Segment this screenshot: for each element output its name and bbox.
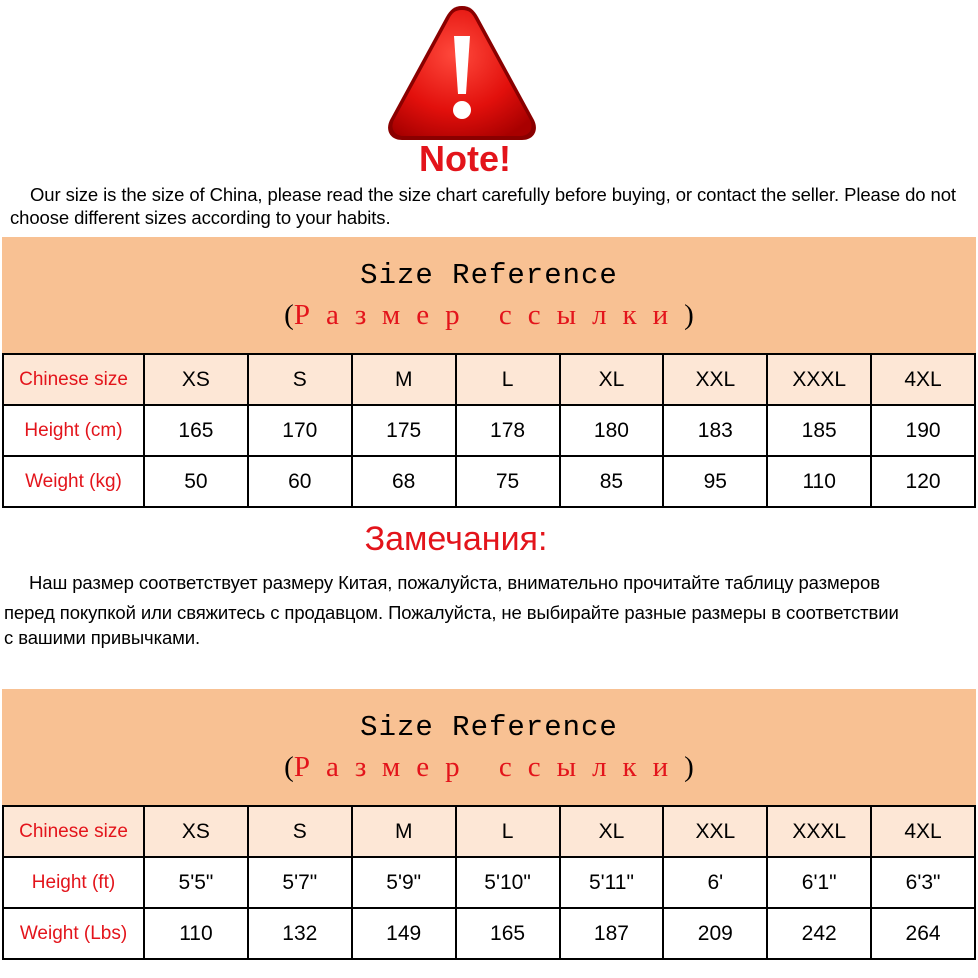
table-cell: 209 (663, 908, 767, 959)
table-row (3, 908, 975, 959)
table-cell: XS (144, 354, 248, 405)
table-cell: XXXL (767, 354, 871, 405)
table-cell: XXL (663, 806, 767, 857)
table-row (3, 456, 975, 507)
table-cell: 5'9" (352, 857, 456, 908)
remarks-text (4, 568, 976, 648)
table-cell: XL (560, 354, 664, 405)
table-cell: XXL (663, 354, 767, 405)
remarks-line: перед покупкой или свяжитесь с продавцом. Пожалуйста, не выбирайте разные размеры в соответствии (4, 602, 899, 623)
table-cell: 68 (352, 456, 456, 507)
size-reference-title: Size Reference (360, 259, 618, 292)
table-cell: Chinese size (3, 806, 144, 857)
table-cell: S (248, 806, 352, 857)
table-cell: 110 (767, 456, 871, 507)
size-reference-banner-2 (2, 689, 976, 805)
table-cell: XXXL (767, 806, 871, 857)
table-header-row (3, 806, 975, 857)
note-title: Note! (419, 138, 511, 179)
table-cell: 5'11" (560, 857, 664, 908)
table-cell: XS (144, 806, 248, 857)
table-header-row (3, 354, 975, 405)
table-cell: 4XL (871, 806, 975, 857)
table-cell: L (456, 354, 560, 405)
table-cell: L (456, 806, 560, 857)
table-cell: 178 (456, 405, 560, 456)
table-cell: 120 (871, 456, 975, 507)
table-cell: 170 (248, 405, 352, 456)
warning-triangle-icon (384, 2, 540, 144)
remarks-line: Наш размер соответствует размеру Китая, пожалуйста, внимательно прочитайте таблицу размеров (29, 572, 880, 593)
table-cell: S (248, 354, 352, 405)
remarks-line: с вашими привычками. (4, 627, 201, 648)
table-cell: 110 (144, 908, 248, 959)
size-table-metric (2, 353, 976, 508)
note-text: Our size is the size of China, please read the size chart carefully before buying, or contact the seller. Please do not choose different sizes according to your habits. (10, 184, 956, 228)
table-cell: 183 (663, 405, 767, 456)
table-cell: 185 (767, 405, 871, 456)
table-cell: 95 (663, 456, 767, 507)
table-cell: Chinese size (3, 354, 144, 405)
table-cell: 190 (871, 405, 975, 456)
table-cell: Weight (kg) (3, 456, 144, 507)
table-cell: 5'7" (248, 857, 352, 908)
table-cell: 264 (871, 908, 975, 959)
table-cell: 6'3" (871, 857, 975, 908)
remarks-title: Замечания: (364, 520, 548, 558)
table-cell: 85 (560, 456, 664, 507)
table-cell: 5'5" (144, 857, 248, 908)
table-cell: 75 (456, 456, 560, 507)
table-cell: 165 (456, 908, 560, 959)
table-cell: M (352, 354, 456, 405)
table-cell: Height (cm) (3, 405, 144, 456)
table-cell: Height (ft) (3, 857, 144, 908)
table-cell: 165 (144, 405, 248, 456)
size-reference-title: Size Reference (360, 711, 618, 744)
table-cell: 175 (352, 405, 456, 456)
table-cell: 149 (352, 908, 456, 959)
table-cell: XL (560, 806, 664, 857)
table-cell: 4XL (871, 354, 975, 405)
table-row (3, 405, 975, 456)
table-cell: 242 (767, 908, 871, 959)
table-cell: 6'1" (767, 857, 871, 908)
table-cell: 60 (248, 456, 352, 507)
table-cell: 6' (663, 857, 767, 908)
table-cell: 50 (144, 456, 248, 507)
table-cell: Weight (Lbs) (3, 908, 144, 959)
table-cell: 180 (560, 405, 664, 456)
size-reference-subtitle: (Размер ссылки) (284, 299, 694, 331)
size-reference-subtitle: (Размер ссылки) (284, 751, 694, 783)
table-cell: M (352, 806, 456, 857)
table-row (3, 857, 975, 908)
table-cell: 132 (248, 908, 352, 959)
size-reference-banner-1 (2, 237, 976, 353)
table-cell: 5'10" (456, 857, 560, 908)
size-table-imperial (2, 805, 976, 960)
table-cell: 187 (560, 908, 664, 959)
